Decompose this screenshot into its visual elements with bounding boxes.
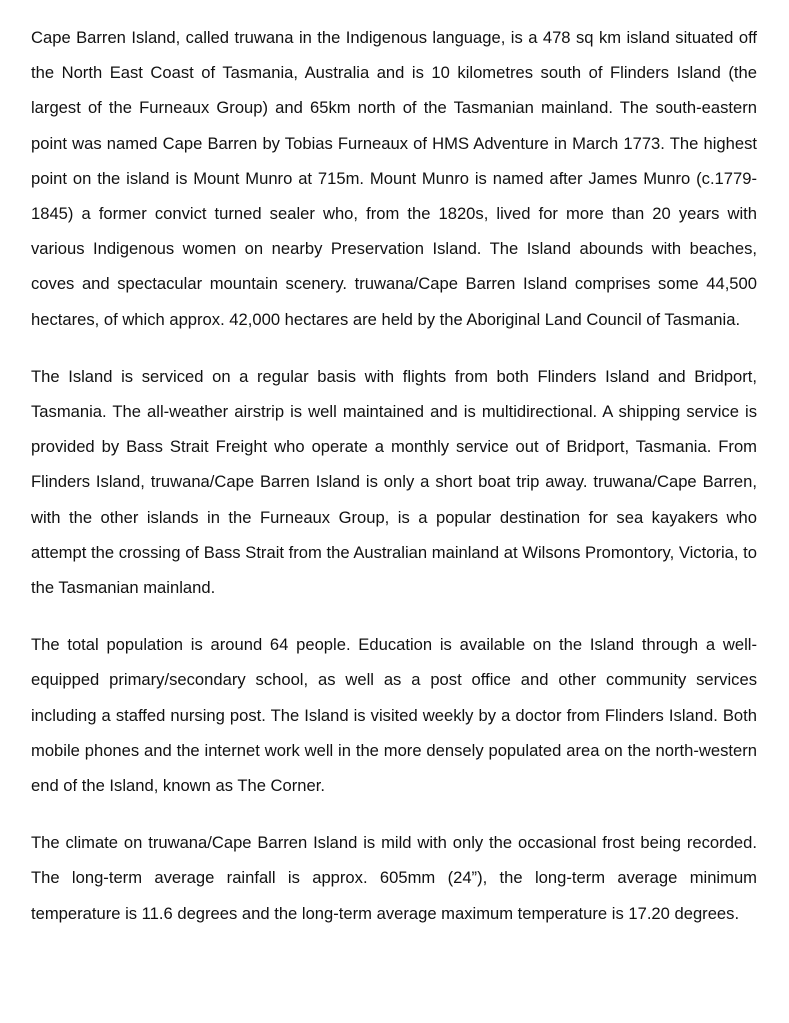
document-body xyxy=(31,20,757,953)
paragraph-transport: The Island is serviced on a regular basis with flights from both Flinders Island and Bridport, Tasmania. The all-weather airstrip is well maintained and is multidirectional. A shipping service is provided by Bass Strait Freight who operate a monthly service out of Bridport, Tasmania. From Flinders Island, truwana/Cape Barren Island is only a short boat trip away. truwana/Cape Barren, with the other islands in the Furneaux Group, is a popular destination for sea kayakers who attempt the crossing of Bass Strait from the Australian mainland at Wilsons Promontory, Victoria, to the Tasmanian mainland. xyxy=(31,366,757,598)
paragraph-climate: The climate on truwana/Cape Barren Island is mild with only the occasional frost being recorded. The long-term average rainfall is approx. 605mm (24”), the long-term average minimum temperature is 11.6 degrees and the long-term average maximum temperature is 17.20 degrees. xyxy=(31,833,757,923)
paragraph-population-services: The total population is around 64 people. Education is available on the Island through a well-equipped primary/secondary school, as well as a post office and other community services including a staffed nursing post. The Island is visited weekly by a doctor from Flinders Island. Both mobile phones and the internet work well in the more densely populated area on the north-western end of the Island, known as The Corner. xyxy=(31,635,757,796)
paragraph-island-overview: Cape Barren Island, called truwana in the Indigenous language, is a 478 sq km island situated off the North East Coast of Tasmania, Australia and is 10 kilometres south of Flinders Island (the largest of the Furneaux Group) and 65km north of the Tasmanian mainland. The south-eastern point was named Cape Barren by Tobias Furneaux of HMS Adventure in March 1773. The highest point on the island is Mount Munro at 715m. Mount Munro is named after James Munro (c.1779-1845) a former convict turned sealer who, from the 1820s, lived for more than 20 years with various Indigenous women on nearby Preservation Island. The Island abounds with beaches, coves and spectacular mountain scenery. truwana/Cape Barren Island comprises some 44,500 hectares, of which approx. 42,000 hectares are held by the Aboriginal Land Council of Tasmania. xyxy=(31,28,757,329)
